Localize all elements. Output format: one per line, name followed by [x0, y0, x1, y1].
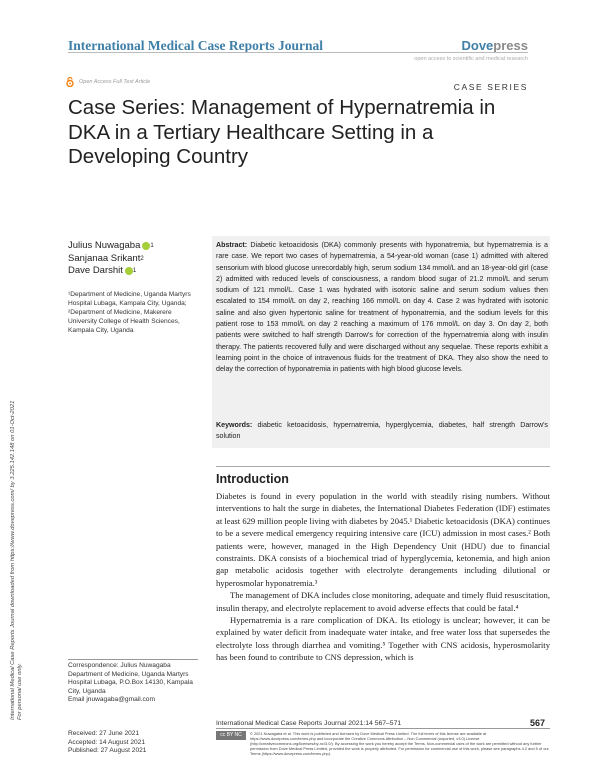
- author-item: [68, 253, 154, 266]
- author-affiliation-mark: 1: [150, 243, 154, 249]
- license-text: © 2021 Nuwagaba et al. This work is published and licensed by Dove Medical Press Limited. The full terms of this license are available at https://www.dovepress.com/terms.php and incorporate the Creative Commons Attribution – Non Commercial (unported, v3.0) License (http://creativecommons.org/licenses/by-nc/3.0/). By accessing the work you hereby accept the Terms. Non-commercial uses of the work are permitted without any further permission from Dove Medical Press Limited, provided the work is properly attributed. For permission for commercial use of this work, please see paragraphs 4.2 and 5 of our Terms (https://www.dovepress.com/terms.php).: [250, 731, 549, 756]
- cc-license-badge[interactable]: cc BY NC: [216, 731, 246, 740]
- page-number: 567: [530, 718, 546, 728]
- paragraph: Diabetes is found in every population in the world with steadily rising numbers. Without interventions to halt the surge in diabetes, the International Diabetes Federation (IDF) estimates at least 629 million people living with diabetes by 2045.¹ Diabetic ketoacidosis (DKA) continues to be a severe medical emergency requiring intensive care (ICU) admission in most cases.² Both patients were, however, managed in the High Dependency Unit (HDU) due to financial constraints. DKA consists of a biochemical triad of hyperglycemia, ketonemia, and high anion gap metabolic acidosis together with electrolyte derangements including dilutional or hyperosmolar hyponatremia.³: [216, 491, 550, 588]
- body-text: [216, 490, 550, 664]
- open-access-icon: [66, 77, 74, 87]
- keywords: [216, 420, 548, 443]
- abstract: [216, 240, 548, 376]
- correspondence-divider: [68, 659, 198, 660]
- abstract-label: Abstract:: [216, 241, 248, 249]
- author-affiliation-mark: 1: [132, 268, 137, 274]
- journal-title: International Medical Case Reports Journal: [68, 38, 323, 53]
- article-type: CASE SERIES: [453, 82, 528, 92]
- header-divider: [68, 52, 528, 53]
- publication-dates: Received: 27 June 2021 Accepted: 14 August 2021 Published: 27 August 2021: [68, 730, 147, 755]
- correspondence: Correspondence: Julius Nuwagaba Department of Medicine, Uganda Martyrs Hospital Lubaga, P.O.Box 14130, Kampala City, Uganda Email jnuwagaba@gmail.com: [68, 662, 193, 704]
- personal-use-note: For personal use only.: [17, 663, 23, 720]
- author-name: Dave Darshit: [68, 265, 123, 276]
- author-affiliation-mark: 2: [140, 255, 144, 262]
- publisher-logo[interactable]: [462, 38, 529, 53]
- affiliations: ¹Department of Medicine, Uganda Martyrs Hospital Lubaga, Kampala City, Uganda; ²Department of Medicine, Makerere University College of Health Sciences, Kampala City, Uganda: [68, 291, 191, 334]
- paragraph: The management of DKA includes close monitoring, adequate and timely fluid resuscitation, insulin therapy, and electrolyte replacement to avoid adverse effects that could be fatal.⁴: [216, 590, 550, 613]
- author-item[interactable]: [68, 265, 154, 278]
- publisher-logo-prefix: Dove: [461, 38, 494, 53]
- side-note: [10, 120, 24, 720]
- publisher-logo-suffix: press: [493, 38, 528, 53]
- paragraph: Hypernatremia is a rare complication of DKA. Its etiology is unclear; however, it can be explained by water deficit from inadequate water intake, and free water loss that supersedes the electrolyte loss through diarrhea and vomiting.⁵ Together with CNS acidosis, hyperosmolarity has been found to contribute to CNS depression, which is: [216, 615, 550, 663]
- author-list: [68, 240, 154, 278]
- abstract-text: Diabetic ketoacidosis (DKA) commonly presents with hyponatremia, but hypernatremia is a rare case. We report two cases of hypernatremia, a 54-year-old woman (case 1) admitted with altered sensorium with blood glucose unrecordably high, serum sodium 134 mmol/L and an 18-year-old girl (case 2) admitted with reduced levels of consciousness, a random blood sugar of 21.2 mmol/L and serum sodium of 121 mmol/L. Case 1 was hydrated with isotonic saline and serum sodium values then escalated to 154 mmol/L on day 2, reaching 166 mmol/L on day 4. Case 2 was hydrated with isotonic saline and also given hypertonic saline for treatment of hyponatremia, and the sodium levels for this patient rose to 153 mmol/L on day 2 reaching a maximum of 176 mmol/L on day 3. On day 2, both patients were switched to half strength Darrow's for correction of the hypernatremia along with insulin therapy. The patients recovered fully and were discharged without any sequelae. These reports exhibit a learning point in the choice of intravenous fluids for the treatment of DKA. They also show the need to delay the correction of hyponatremia in patients with high blood glucose levels.: [216, 241, 548, 374]
- footer-citation[interactable]: International Medical Case Reports Journal 2021:14 567–571: [216, 720, 402, 727]
- article-title: Case Series: Management of Hypernatremia in DKA in a Tertiary Healthcare Setting in a Developing Country: [68, 96, 496, 168]
- open-access-label: Open Access Full Text Article: [79, 79, 151, 85]
- download-note: International Medical Case Reports Journal downloaded from https://www.dovepress.com/ by 3.225.142.148 on 01-Oct-2021: [10, 400, 16, 720]
- section-heading: Introduction: [216, 472, 289, 486]
- orcid-icon[interactable]: [142, 242, 150, 250]
- footer-divider: [216, 728, 550, 729]
- author-name: Sanjanaa Srikant: [68, 252, 141, 264]
- keywords-text: diabetic ketoacidosis, hypernatremia, hyperglycemia, diabetes, half strength Darrow's solution: [216, 421, 548, 441]
- section-divider: [216, 466, 550, 467]
- keywords-label: Keywords:: [216, 421, 253, 429]
- author-item[interactable]: [68, 240, 154, 253]
- author-name: Julius Nuwagaba: [68, 240, 141, 251]
- publisher-tagline: open access to scientific and medical research: [414, 56, 528, 62]
- orcid-icon[interactable]: [125, 267, 133, 275]
